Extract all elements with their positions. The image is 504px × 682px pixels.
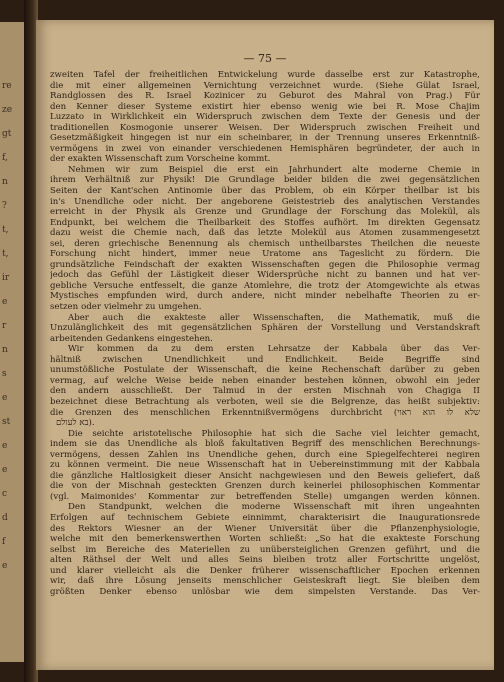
- text-line: den Kenner dieser Systeme existirt hier ebenso wenig wie bei R. Mose Chajim: [50, 101, 480, 112]
- text-line: sei, deren griechische Benennung als chemisch untheilbarstes Theilchen die neueste: [50, 238, 480, 249]
- facing-page-fragment: e: [2, 441, 8, 451]
- text-line: indem sie das Unendliche als bloß fakultativen Begriff des menschlichen Berechnungs-: [50, 439, 480, 450]
- text-line: Endpunkt, bei welchem die Theilbarkeit des Stoffes aufhört. Im direkten Gegensatz: [50, 217, 480, 228]
- facing-page-fragment: d: [2, 513, 8, 523]
- facing-page-fragment: st: [2, 417, 11, 427]
- text-line: jedoch das Gefühl der Lästigkeit dieser Widersprüche nicht zu bannen und hat ver-: [50, 270, 480, 281]
- text-line: Gesetzmäßigkeit hingegen ist nur ein scheinbarer, in der Trennung unseres Erkenntniß-: [50, 133, 480, 144]
- text-line: der exakten Wissenschaft zum Vorscheine kommt.: [50, 154, 271, 165]
- text-line: Erfolgen auf technischem Gebiete einnimmt, charakterisirt die Inaugurationsrede: [50, 512, 480, 523]
- text-line: des Rektors Wiesner an der Wiener Universität über die Pflanzenphysiologie,: [50, 523, 480, 534]
- text-line: dazu weist die Chemie nach, daß das letzte Molekül aus Atomen zusammengesetzt: [50, 228, 480, 239]
- text-line: und klarer vielleicht als die Denker früherer wissenschaftlicher Epochen erkennen: [50, 565, 480, 576]
- text-line: erreicht in der Physik als Grenze und Grundlage der Forschung das Molekül, als: [50, 207, 480, 218]
- text-line: den andern ausschließt. Der Talmud in der ersten Mischnah von Chagiga II: [50, 386, 480, 397]
- text-line: bezeichnet diese Betrachtung als verboten, weil sie die Belgrenze, das heißt subjektiv:: [50, 396, 480, 407]
- text-line: Wir kommen da zu dem ersten Lehrsatze der Kabbala über das Ver-: [68, 344, 480, 355]
- facing-page-fragment: s: [2, 369, 7, 379]
- text-line: Luzzato in Wirklichkeit ein Widerspruch zwischen dem Texte der Genesis und der: [50, 112, 480, 123]
- text-line: (vgl. Maimonides' Kommentar zur betreffenden Stelle) umgangen werden können.: [50, 491, 480, 502]
- text-line: die gänzliche Haltlosigkeit dieser Ansicht nachgewiesen und den Beweis geliefert, daß: [50, 470, 480, 481]
- facing-page-edge: [0, 22, 26, 662]
- facing-page-fragment: n: [2, 177, 8, 187]
- text-line: Unzulänglichkeit des mit gegensätzlichen Sphären der Vorstellung und Verstandskraft: [50, 323, 480, 334]
- text-line: die von der Mischnah gesteckten Grenzen durch keinerlei philosophischen Kommentar: [50, 481, 480, 492]
- facing-page-fragment: gt: [2, 129, 12, 139]
- facing-page-fragment: e: [2, 393, 8, 403]
- text-line: zu können vermeint. Die neue Wissenschaft hat in Uebereinstimmung mit der Kabbala: [50, 460, 480, 471]
- text-line: die Grenzen des menschlichen Erkenntnißvermögens durchbricht (ראוי הוא לו שלא: [50, 407, 480, 418]
- text-line: ihrem Verhältniß zur Physik! Die Grundlage beider bilden die zwei gegensätzlichen: [50, 175, 480, 186]
- text-line: Randglossen des R. Israel Kozinicer zu Geburot des Mahral von Prag.) Für: [50, 91, 480, 102]
- text-line: Seiten der Kant'schen Antinomie über das Problem, ob ein Körper theilbar ist bis: [50, 186, 480, 197]
- text-line: alten Räthsel der Welt und alles Seins bleiben trotz aller Fortschritte ungelöst,: [50, 555, 480, 566]
- text-line: wir, daß ihre Lösung jenseits menschlicher Geisteskraft liegt. Sie bleiben dem: [50, 576, 480, 587]
- facing-page-fragment: f,: [2, 153, 8, 163]
- text-line: selbst im Bereiche des Materiellen zu unübersteiglichen Grenzen geführt, und die: [50, 544, 480, 555]
- book-page: [36, 20, 494, 670]
- text-line: Forschung nicht hindert, immer neue Uratome ans Tageslicht zu fördern. Die: [50, 249, 480, 260]
- text-line: welche mit den bemerkenswerthen Worten schließt: „So hat die exakteste Forschung: [50, 534, 480, 545]
- text-line: hältniß zwischen Unendlichkeit und Endlichkeit. Beide Begriffe sind: [50, 354, 480, 365]
- text-line: gebliche Versuche entfesselt, die ganze Atomlehre, die trotz der Atomgewichte als etwas: [50, 280, 480, 291]
- text-line: vermag, auf welche Weise beide neben einander bestehen können, obwohl ein jeder: [50, 375, 480, 386]
- facing-page-fragment: t,: [2, 225, 9, 235]
- text-line: Mystisches empfunden wird, durch andere, nicht minder nebelhafte Theorien zu er-: [50, 291, 480, 302]
- text-line: בא לעולם).: [56, 418, 95, 429]
- page-body-text: [50, 70, 480, 597]
- facing-page-fragment: e: [2, 465, 8, 475]
- text-line: zweiten Tafel der freiheitlichen Entwickelung wurde dasselbe erst zur Katastrophe,: [50, 70, 480, 80]
- text-line: traditionellen Kosmogonie unserer Weisen. Der Widerspruch zwischen Freiheit und: [50, 122, 480, 133]
- text-line: die mit einer allgemeinen Vernichtung verzeichnet wurde. (Siehe Gülat Israel,: [50, 80, 480, 91]
- text-line: grundsätzliche Feindschaft der exakten Wissenschaften gegen die Philosophie vermag: [50, 259, 480, 270]
- facing-page-fragment: re: [2, 81, 12, 91]
- text-line: Nehmen wir zum Beispiel die erst ein Jahrhundert alte moderne Chemie in: [68, 164, 480, 175]
- facing-page-fragment: f: [2, 537, 6, 547]
- text-line: Den Standpunkt, welchen die moderne Wissenschaft mit ihren ungeahnten: [68, 502, 480, 513]
- page-number: — 75 —: [243, 52, 287, 65]
- text-line: Aber auch die exakteste aller Wissenschaften, die Mathematik, muß die: [68, 312, 480, 323]
- facing-page-fragment: n: [2, 345, 8, 355]
- text-line: arbeitenden Gedankens eingestehen.: [50, 333, 213, 344]
- text-line: vermögens in zwei von einander verschiedenen Hemisphären begründeter, der auch in: [50, 143, 480, 154]
- facing-page-fragment: ze: [2, 105, 13, 115]
- facing-page-fragment: e: [2, 561, 8, 571]
- text-line: in's Unendliche oder nicht. Der angeborene Geistestrieb des analytischen Verstandes: [50, 196, 480, 207]
- facing-page-fragment: e: [2, 297, 8, 307]
- text-line: vermögens, dessen Zahlen ins Unendliche gehen, durch eine Spiegelfechterei negiren: [50, 449, 480, 460]
- facing-page-fragment: t,: [2, 249, 9, 259]
- facing-page-fragment: c: [2, 489, 8, 499]
- text-line: größten Denker ebenso unlösbar wie dem simpelsten Verstande. Das Ver-: [50, 586, 480, 597]
- facing-page-fragment: ?: [2, 201, 7, 211]
- text-line: Die seichte aristotelische Philosophie hat sich die Sache viel leichter gemacht,: [68, 428, 480, 439]
- facing-page-fragment: r: [2, 321, 7, 331]
- text-line: unumstößliche Postulate der Wissenschaft, die keine Rechenschaft darüber zu geben: [50, 365, 480, 376]
- text-line: setzen oder vielmehr zu umgehen.: [50, 302, 202, 313]
- facing-page-fragment: ir: [2, 273, 10, 283]
